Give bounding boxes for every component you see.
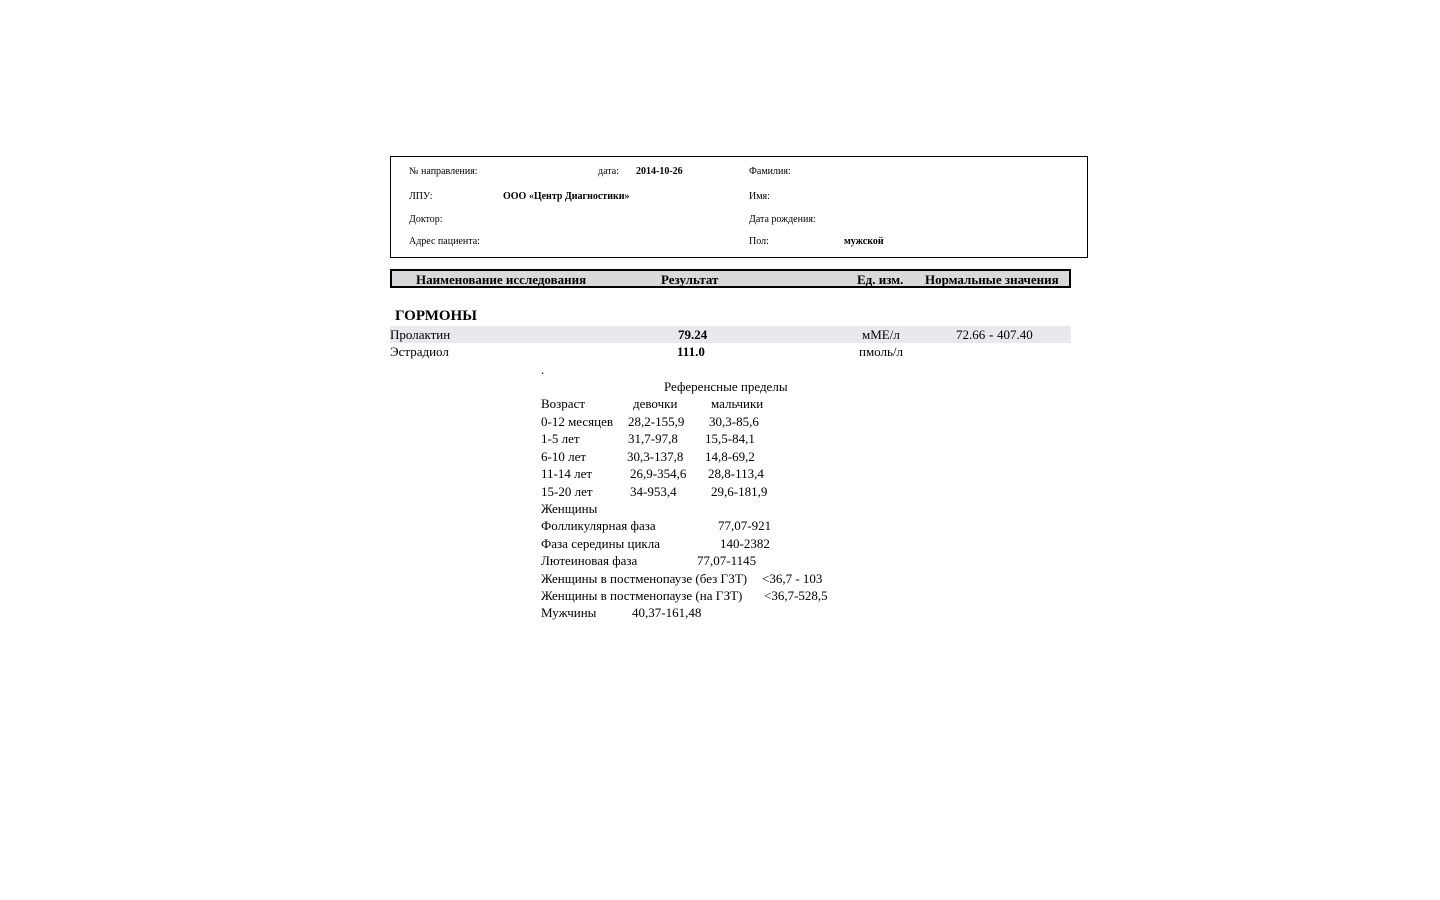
test-unit: пмоль/л (859, 344, 904, 359)
patient-info-box (390, 156, 1088, 258)
ref-boys-header: мальчики (711, 396, 764, 411)
sex-value: мужской (844, 236, 884, 247)
referral-label: № направления: (409, 166, 478, 177)
date-value: 2014-10-26 (636, 166, 683, 177)
birthdate-label: Дата рождения: (749, 214, 816, 225)
reference-title: Референсные пределы (664, 379, 788, 394)
col-result: Результат (661, 272, 719, 287)
ref-girls-value: 30,3-137,8 (627, 449, 684, 464)
ref-boys-value: 15,5-84,1 (705, 431, 755, 446)
ref-phase-value: <36,7 - 103 (762, 571, 823, 586)
column-header-bar (390, 269, 1071, 288)
test-name: Эстрадиол (390, 344, 449, 359)
ref-phase-value: 77,07-1145 (697, 553, 757, 568)
ref-age: 15-20 лет (541, 484, 593, 499)
ref-phase-label: Фаза середины цикла (541, 536, 660, 551)
sex-label: Пол: (749, 236, 769, 247)
ref-phase-label: Лютеиновая фаза (541, 553, 638, 568)
ref-age: 0-12 месяцев (541, 414, 614, 429)
ref-girls-value: 26,9-354,6 (630, 466, 687, 481)
name-label: Имя: (749, 191, 770, 202)
col-unit: Ед. изм. (857, 272, 904, 287)
ref-women-label: Женщины (541, 501, 598, 516)
ref-age: 6-10 лет (541, 449, 587, 464)
normal-range-low: 72.66 (956, 327, 986, 342)
ref-boys-value: 29,6-181,9 (711, 484, 768, 499)
ref-boys-value: 14,8-69,2 (705, 449, 755, 464)
test-result: 111.0 (677, 344, 705, 359)
date-label: дата: (598, 166, 619, 177)
ref-girls-value: 34-953,4 (630, 484, 677, 499)
normal-range-high: 407.40 (997, 327, 1033, 342)
ref-phase-label: Мужчины (541, 605, 597, 620)
lpu-value: ООО «Центр Диагностики» (503, 191, 630, 202)
reference-dot: . (541, 362, 545, 377)
ref-phase-value: 40,37-161,48 (632, 605, 702, 620)
ref-boys-value: 28,8-113,4 (708, 466, 764, 481)
address-label: Адрес пациента: (409, 236, 480, 247)
test-name: Пролактин (390, 327, 451, 342)
surname-label: Фамилия: (749, 166, 791, 177)
test-unit: мМЕ/л (862, 327, 900, 342)
section-title: ГОРМОНЫ (395, 308, 477, 324)
col-normal: Нормальные значения (925, 272, 1059, 287)
ref-phase-value: 77,07-921 (718, 518, 772, 533)
ref-girls-value: 31,7-97,8 (628, 431, 678, 446)
ref-girls-header: девочки (633, 396, 678, 411)
ref-age: 1-5 лет (541, 431, 580, 446)
ref-girls-value: 28,2-155,9 (628, 414, 685, 429)
normal-range-separator: - (989, 327, 994, 342)
ref-phase-value: <36,7-528,5 (764, 588, 828, 603)
lpu-label: ЛПУ: (409, 191, 433, 202)
ref-phase-value: 140-2382 (720, 536, 770, 551)
ref-phase-label: Женщины в постменопаузе (без ГЗТ) (541, 571, 748, 586)
ref-boys-value: 30,3-85,6 (709, 414, 759, 429)
test-result: 79.24 (678, 327, 708, 342)
ref-age-header: Возраст (541, 396, 586, 411)
col-test-name: Наименование исследования (416, 272, 587, 287)
ref-age: 11-14 лет (541, 466, 593, 481)
doctor-label: Доктор: (409, 214, 443, 225)
ref-phase-label: Женщины в постменопаузе (на ГЗТ) (541, 588, 743, 603)
ref-phase-label: Фолликулярная фаза (541, 518, 656, 533)
